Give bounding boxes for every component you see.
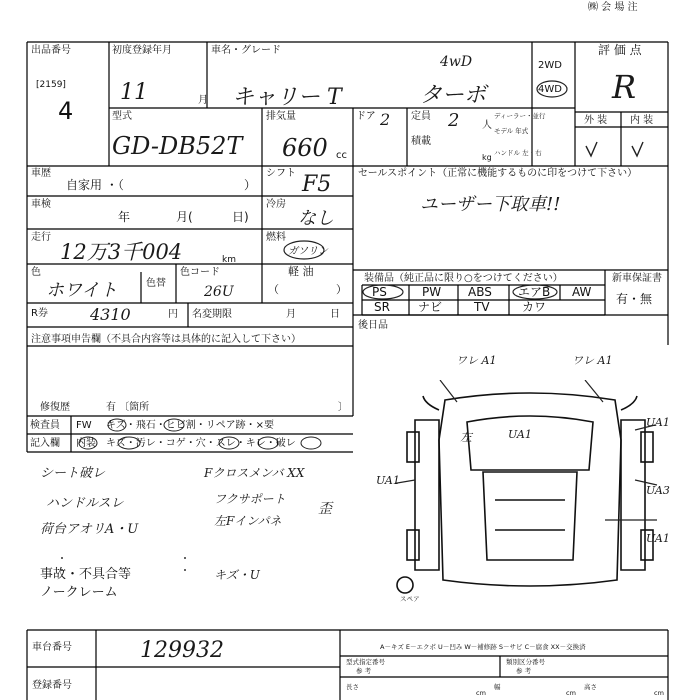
sales-label: セールスポイント（正常に機能するものに印をつけて下さい） — [358, 168, 638, 179]
registration-label: 登録番号 — [32, 680, 72, 691]
dealer-label: ディーラー・並行 — [494, 112, 546, 120]
color-code-value: 26U — [204, 284, 234, 300]
inspection-label: 車検 — [31, 199, 51, 210]
aftermarket-label: 後日品 — [358, 320, 388, 331]
history-close: ） — [244, 178, 257, 192]
spare-label: スペア — [400, 595, 420, 603]
history-value: 自家用 ・（ — [66, 178, 124, 192]
rating-label: 評 価 点 — [598, 43, 642, 57]
name-change-label: 名変期限 — [192, 309, 232, 320]
capacity-label: 定員 — [411, 111, 431, 122]
doors-value: 2 — [380, 110, 391, 129]
rating-ext-value — [640, 0, 641, 1]
model-code-value: GD-DB52T — [112, 132, 243, 160]
check-fw: FW — [76, 420, 92, 431]
diagram-mark: ワレ A1 — [572, 354, 613, 367]
shift-value: F5 — [302, 172, 332, 197]
model-code-label: 型式 — [112, 111, 132, 122]
color-label: 色 — [31, 267, 41, 278]
class-number-label: 類別区分番号 — [506, 658, 545, 666]
name-change-month: 月 — [286, 309, 296, 320]
equip-ps: PS — [372, 285, 387, 299]
color-repaint-label: 色替 — [146, 278, 166, 289]
fuel-label: 燃料 — [266, 232, 286, 243]
rating-ext-label: 外 装 — [584, 115, 608, 126]
equip-aw: AW — [572, 285, 592, 299]
car-name-label: 車名・グレード — [211, 45, 281, 56]
accident-note: キズ・U — [214, 568, 260, 582]
type-cert-label: 型式指定番号 — [346, 658, 385, 666]
diagram-mark: UA3 — [646, 484, 670, 497]
aircon-label: 冷房 — [266, 199, 286, 210]
equip-airbag: エアB — [518, 285, 551, 299]
company-stamp: ㈱ 会 場 注 — [588, 2, 638, 13]
diagram-mark: UA1 — [508, 428, 532, 441]
car-model: キャリー T — [232, 85, 342, 110]
equip-kawa: カワ — [522, 300, 547, 314]
mileage-label: 走行 — [31, 232, 51, 243]
dim-width-unit: cm — [566, 689, 576, 697]
dim-width-label: 幅 — [494, 683, 501, 691]
repair-history-value: 有 〔箇所 — [106, 402, 150, 413]
doors-label: ドア — [356, 111, 376, 122]
diagram-mark: ワレ A1 — [456, 354, 497, 367]
repair-history-close: 〕 — [338, 402, 348, 413]
warranty-label: 新車保証書 — [612, 273, 662, 284]
inspector-note: 左Fインパネ — [214, 514, 282, 528]
fuel-alt: 軽 油 — [288, 265, 314, 278]
equip-tv: TV — [474, 300, 490, 314]
type-cert-note: 参 考 — [356, 667, 372, 675]
name-change-day: 日 — [330, 309, 340, 320]
displacement-unit: cc — [336, 150, 347, 161]
inspector-note: 荷台アオリA・U — [40, 522, 139, 537]
mileage-value: 12万3千004 — [60, 240, 183, 264]
load-label: 積載 — [411, 136, 431, 147]
load-unit: kg — [482, 153, 492, 162]
car-grade: ターボ — [420, 83, 487, 108]
chassis-value: 129932 — [140, 638, 224, 663]
lot-label: 出品番号 — [31, 45, 71, 56]
handle-label: ハンドル 左・右 — [494, 149, 542, 157]
color-code-label: 色コード — [180, 267, 220, 278]
warranty-value: 有・無 — [616, 292, 653, 306]
first-reg-unit: 月 — [198, 95, 208, 106]
check-legend-2: キズ・汚レ・コゲ・穴・スレ・キレ・破レ — [106, 438, 296, 449]
diagram-mark: UA1 — [646, 416, 670, 429]
inspector-note: 歪 — [318, 501, 332, 517]
first-reg-value: 11 — [120, 80, 148, 105]
sales-value: ユーザー下取車!! — [420, 194, 561, 215]
displacement-value: 660 — [282, 134, 328, 162]
fuel-paren-open: （ — [268, 283, 279, 296]
check-legend-1: キズ・飛石・ヒビ割・リペア跡・×要 — [106, 420, 274, 431]
recycle-unit: 円 — [168, 309, 178, 320]
inspection-year: 年 — [118, 210, 131, 224]
rating-int-label: 内 装 — [630, 115, 654, 126]
inspector-note: ハンドルスレ — [46, 496, 124, 511]
dim-height-label: 高さ — [584, 683, 597, 691]
code-legend: A－キズ E－エクボ U－凹み W－補修跡 S－サビ C－腐食 XX－交換済 — [380, 643, 586, 651]
class-number-note: 参 考 — [516, 667, 532, 675]
diagram-mark: UA1 — [376, 474, 400, 487]
inspector-label-1: 検査員 — [30, 420, 60, 431]
capacity-value: 2 — [448, 110, 460, 131]
dim-length-unit: cm — [476, 689, 486, 697]
accident-line-1: 事故・不具合等 — [40, 567, 132, 582]
accident-line-2: ノークレーム — [40, 585, 118, 600]
drive-note: 4wD — [440, 54, 473, 70]
notes-label: 注意事項申告欄（不具合内容等は具体的に記入して下さい） — [31, 334, 301, 345]
equip-abs: ABS — [468, 285, 492, 299]
equip-sr: SR — [374, 300, 390, 314]
lot-number: 4 — [58, 97, 74, 125]
fuel-paren-close: ） — [336, 283, 347, 296]
inspector-note: シート破レ — [40, 466, 106, 481]
rating-int-value — [660, 0, 661, 1]
drive-4wd: 4WD — [538, 84, 562, 95]
inspector-label-2: 記入欄 — [30, 438, 60, 449]
fuel-value: ガソリン — [288, 246, 328, 257]
inspection-month: 月( — [176, 210, 193, 224]
history-label: 車歴 — [31, 168, 51, 179]
equipment-label: 装備品（純正品に限り○をつけてください） — [364, 273, 563, 284]
diagram-mark: UA1 — [646, 532, 670, 545]
recycle-value: 4310 — [90, 305, 131, 324]
inspection-day: 日) — [232, 210, 249, 224]
repair-history-label: 修復歴 — [40, 402, 70, 413]
equip-navi: ナビ — [418, 300, 443, 314]
color-value: ホワイト — [46, 280, 118, 301]
inspector-note: フクサポート — [214, 492, 286, 506]
check-interior: 内装 — [76, 438, 96, 449]
equip-pw: PW — [422, 285, 442, 299]
mileage-unit: km — [222, 255, 236, 265]
diagram-mark: 左 — [460, 430, 473, 444]
recycle-label: R券 — [31, 308, 48, 319]
dim-height-unit: cm — [654, 689, 664, 697]
capacity-unit: 人 — [482, 120, 492, 131]
chassis-label: 車台番号 — [32, 642, 72, 653]
shift-label: シフト — [266, 168, 296, 179]
aircon-value: なし — [298, 208, 334, 229]
dim-length-label: 長さ — [346, 683, 359, 691]
drive-2wd: 2WD — [538, 60, 562, 71]
model-year-label: モデル 年式 — [494, 127, 529, 135]
first-reg-label: 初度登録年月 — [112, 45, 172, 56]
lot-code: [2159] — [36, 80, 66, 90]
rating-value: R — [612, 68, 637, 106]
vehicle-damage-diagram — [395, 380, 665, 605]
displacement-label: 排気量 — [266, 111, 296, 122]
inspector-note: Fクロスメンバ XX — [204, 466, 305, 480]
